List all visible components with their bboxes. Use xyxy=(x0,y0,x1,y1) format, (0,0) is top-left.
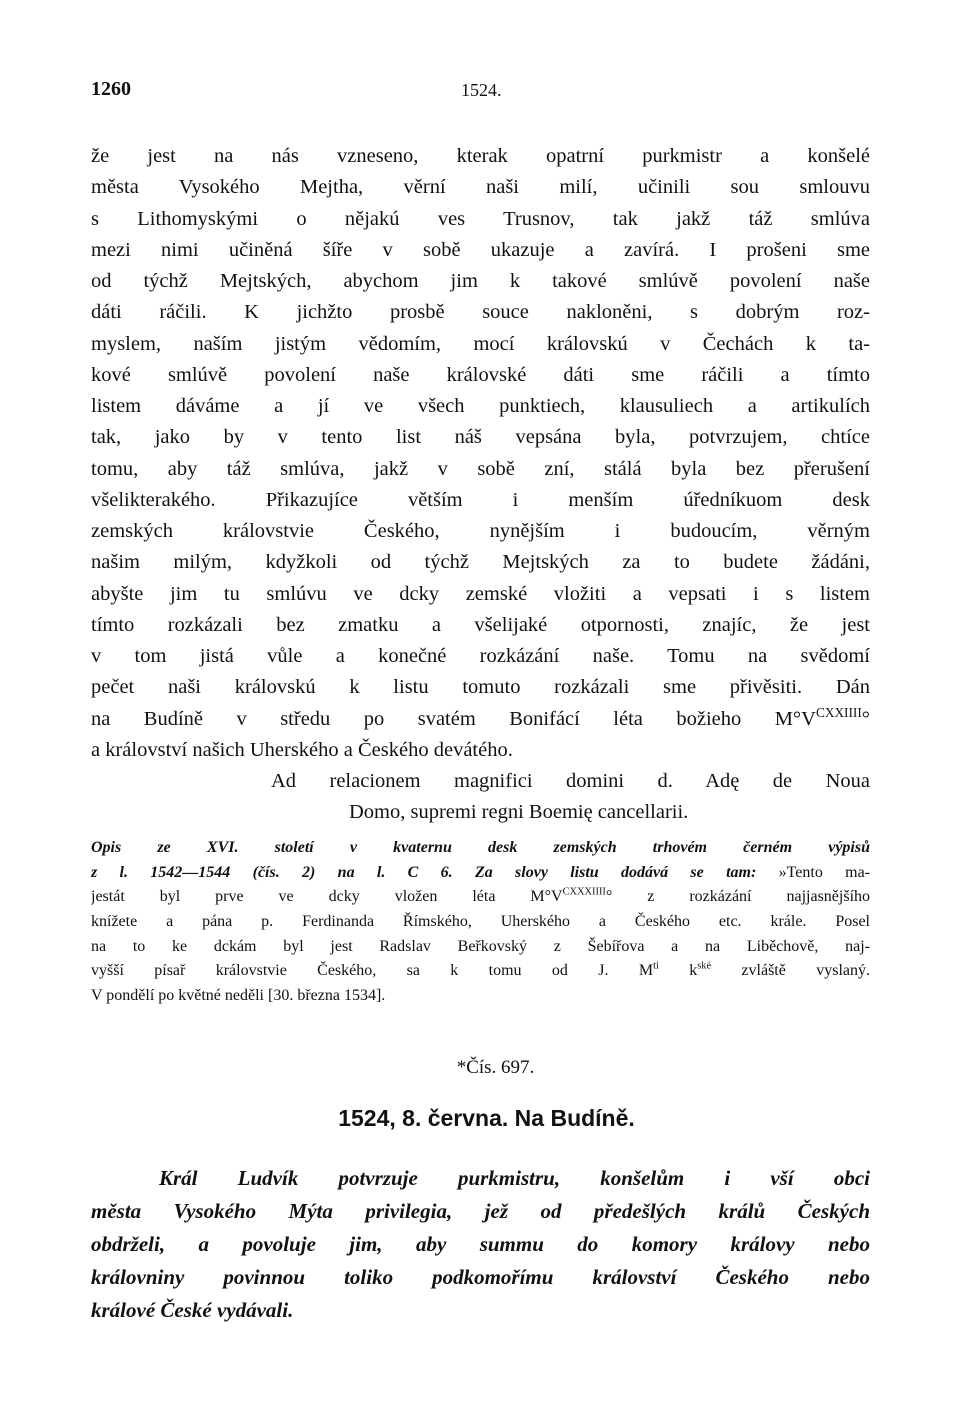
text-line: s Lithomyskými o nějakú ves Trusnov, tak jakž táž smlúva xyxy=(91,207,870,230)
text-line: našim milým, kdyžkoli od týchž Mejtských za to budete žádáni, xyxy=(91,551,870,574)
text-line: listem dáváme a jí ve všech punktiech, klausuliech a artikulích xyxy=(91,395,870,417)
regest-line: králové České vydávali. xyxy=(91,1298,294,1322)
text-line: mezi nimi učiněná šíře v sobě ukazuje a zavírá. I prošeni sme xyxy=(91,238,870,261)
note-line: jestát byl prve ve dcky vložen léta $M^\circ V^{CXXXIIII}^\circ$ z rozkázání najjasnějšího xyxy=(91,887,870,906)
document-number: *Čís. 697. xyxy=(456,1057,535,1078)
relation-line: Domo, supremi regni Boemię cancellarii. xyxy=(349,801,689,824)
editorial-note xyxy=(91,836,870,1009)
charter-text xyxy=(91,141,870,829)
text-line: že jest na nás vzneseno, kterak opatrní purkmistr a konšelé xyxy=(91,145,870,167)
text-line: abyšte jim tu smlúvu ve dcky zemské vložiti a vepsati i s listem xyxy=(91,582,870,605)
regest-line: města Vysokého Mýta privilegia, jež od předešlých králů Českých xyxy=(91,1199,870,1223)
regest-line: královniny povinnou toliko podkomořímu království Českého nebo xyxy=(91,1265,870,1289)
relation-line: Ad relacionem magnifici domini d. Adę de Noua xyxy=(271,770,870,792)
note-line: Opis ze XVI. století v kvaternu desk zemských trhovém černém výpisů xyxy=(91,839,870,856)
text-line: myslem, naším jistým vědomím, mocí královskú v Čechách k ta- xyxy=(91,332,870,355)
text-line: na Budíně v středu po svatém Bonifácí léta božieho $M^\circ V^{CXXIIII}^\circ$ xyxy=(91,704,870,730)
running-header-year: 1524. xyxy=(461,80,502,100)
document-page xyxy=(91,0,870,1405)
text-line: města Vysokého Mejtha, věrní naši milí, učinili sou smlouvu xyxy=(91,176,870,199)
text-line: od týchž Mejtských, abychom jim k takové smlúvě povolení naše xyxy=(91,270,870,292)
text-line: všelikterakého. Přikazujíce větším i menším úředníkuom desk xyxy=(91,488,870,511)
text-line: tímto rozkázali bez zmatku a všelijaké otpornosti, znajíc, že jest xyxy=(91,613,870,636)
page-number: 1260 xyxy=(91,78,131,100)
text-line: tomu, aby táž smlúva, jakž v sobě zní, stálá byla bez přerušení xyxy=(91,457,870,480)
note-line: na to ke dckám byl jest Radslav Beřkovský z Šebířova a na Liběchově, naj- xyxy=(91,937,870,955)
text-line: a království našich Uherského a Českého devátého. xyxy=(91,738,513,761)
text-line: dáti ráčili. K jichžto prosbě souce nakloněni, s dobrým roz- xyxy=(91,301,870,324)
regest-line: obdrželi, a povoluje jim, aby summu do komory královy nebo xyxy=(91,1232,870,1256)
note-line: z l. 1542—1544 (čís. 2) na l. C 6. Za slovy listu dodává se tam: »Tento ma- xyxy=(91,863,870,881)
regest-line: Král Ludvík potvrzuje purkmistru, konšelům i vší obci xyxy=(159,1166,870,1190)
text-line: zemských královstvie Českého, nynějším i budoucím, věrným xyxy=(91,520,870,542)
regest xyxy=(91,1162,870,1327)
note-line: knížete a pána p. Ferdinanda Římského, Uherského a Českého etc. krále. Posel xyxy=(91,913,870,931)
note-line: V pondělí po květné neděli [30. března 1534]. xyxy=(91,987,386,1005)
text-line: v tom jistá vůle a konečné rozkázání naše. Tomu na svědomí xyxy=(91,645,870,667)
text-line: pečet naši královskú k listu tomuto rozkázali sme přivěsiti. Dán xyxy=(91,676,870,699)
text-line: kové smlúvě povolení naše královské dáti sme ráčili a tímto xyxy=(91,363,870,386)
page-header xyxy=(91,78,870,106)
document-title: 1524, 8. června. Na Budíně. xyxy=(338,1105,635,1131)
text-line: tak, jako by v tento list náš vepsána byla, potvrzujem, chtíce xyxy=(91,426,870,449)
note-line: vyšší písař královstvie Českého, sa k tomu od J. $M^{ti}$ $k^{ské}$ zvláště vyslaný. xyxy=(91,961,870,980)
